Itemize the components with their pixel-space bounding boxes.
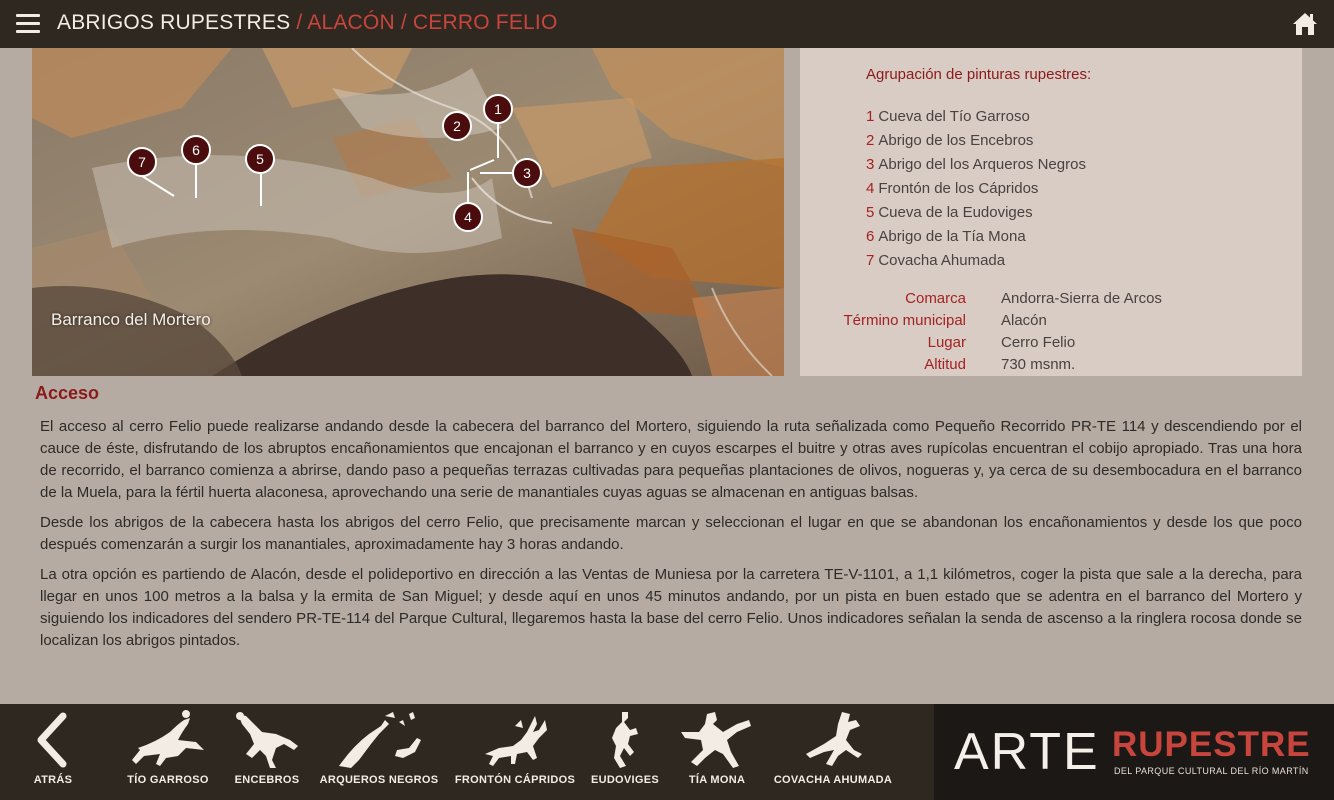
info-panel — [800, 48, 1302, 376]
nav-tio-garroso[interactable] — [118, 704, 218, 800]
brand-rupestre: RUPESTRE — [1112, 725, 1311, 764]
nav-label: ENCEBROS — [234, 774, 300, 786]
nav-covacha-ahumada[interactable] — [772, 704, 894, 800]
brand-subtitle: DEL PARQUE CULTURAL DEL RÍO MARTÍN — [1114, 766, 1309, 776]
site-number: 2 — [866, 132, 875, 149]
nav-label: TÍA MONA — [688, 774, 746, 786]
rock-art-figure-icon — [232, 710, 302, 770]
site-name: Frontón de los Cápridos — [878, 180, 1039, 197]
breadcrumb-separator: / — [290, 11, 308, 34]
site-list-item[interactable] — [866, 201, 1086, 225]
article-paragraph: Desde los abrigos de la cabecera hasta los abrigos del cerro Felio, que precisamente marcan y seleccionan el lugar en que se abandonan los encañonamientos y desde los que poco después comenzarán a surgir los manantiales, aproximadamente hay 3 horas andando. — [40, 514, 1302, 553]
rock-art-figure-icon — [600, 710, 650, 770]
article-paragraph: El acceso al cerro Felio puede realizarse andando desde la cabecera del barranco del Mortero, siguiendo la ruta señalizada como Pequeño Recorrido PR-TE 114 y descendiendo por el cauce de éste, disfrutando de los abruptos encañonamientos que encajonan el barranco y en cuyos escarpes el buitre y otras aves rupícolas encuentran el cobijo apropiado. Tras una hora de recorrido, el barranco comienza a abrirse, dando paso a pequeñas terrazas cultivadas para pequeñas plantaciones de olivos, nogueras y, ya cerca de su desembocadura en el barranco de la Muela, para la fértil huerta alaconesa, aprovechando una serie de manantiales cuyas aguas se almacenan en antiguas balsas. — [40, 418, 1302, 501]
site-list-item[interactable] — [866, 225, 1086, 249]
article-paragraph: La otra opción es partiendo de Alacón, desde el polideportivo en dirección a las Ventas de Muniesa por la carretera TE-V-1101, a 1,1 kilómetros, coger la pista que sale a la derecha, para llegar en unos 100 metros a la balsa y la ermita de San Miguel; y desde aquí en unos 45 minutos andando, por un pista en buen estado que se adentra en el barranco del Mortero y siguiendo los indicadores del sendero PR-TE-114 del Parque Cultural, llegaremos hasta la base del cerro Felio. Unos indicadores señalan la senda de ascenso a la ringlera rocosa donde se localizan los abrigos pintados. — [40, 566, 1302, 649]
breadcrumb — [57, 11, 557, 35]
site-name: Cueva del Tío Garroso — [878, 108, 1030, 125]
site-name: Cueva de la Eudoviges — [878, 204, 1033, 221]
site-list-item[interactable] — [866, 105, 1086, 129]
fact-label: Altitud — [924, 356, 966, 373]
rock-art-figure-icon — [126, 710, 210, 770]
nav-fronton-capridos[interactable] — [452, 704, 578, 800]
brand-logo — [934, 704, 1334, 800]
site-list-item[interactable] — [866, 249, 1086, 273]
map-marker[interactable]: 2 — [442, 111, 472, 141]
breadcrumb-site: CERRO FELIO — [412, 11, 558, 34]
rock-art-figure-icon — [475, 710, 555, 770]
rock-art-figure-icon — [798, 710, 868, 770]
nav-encebros[interactable] — [228, 704, 306, 800]
site-number: 3 — [866, 156, 875, 173]
breadcrumb-separator: / — [394, 11, 413, 34]
nav-tia-mona[interactable] — [672, 704, 762, 800]
nav-label: COVACHA AHUMADA — [773, 774, 893, 786]
nav-label: TÍO GARROSO — [127, 774, 209, 786]
menu-icon[interactable] — [16, 14, 40, 34]
fact-row — [800, 354, 1302, 376]
back-button[interactable] — [20, 704, 86, 800]
fact-value: Cerro Felio — [1001, 334, 1076, 351]
nav-arqueros-negros[interactable] — [316, 704, 442, 800]
nav-label: FRONTÓN CÁPRIDOS — [454, 774, 576, 786]
fact-value: 730 msnm. — [1001, 356, 1076, 373]
breadcrumb-title[interactable]: ABRIGOS RUPESTRES — [57, 11, 291, 34]
fact-row — [800, 332, 1302, 354]
group-title: Agrupación de pinturas rupestres: — [866, 66, 1092, 83]
fact-row — [800, 310, 1302, 332]
photo-caption: Barranco del Mortero — [51, 310, 211, 329]
map-marker[interactable]: 1 — [483, 94, 513, 124]
site-list-item[interactable] — [866, 153, 1086, 177]
fact-row — [800, 288, 1302, 310]
site-list — [866, 105, 1086, 273]
site-number: 5 — [866, 204, 875, 221]
site-name: Abrigo del los Arqueros Negros — [878, 156, 1086, 173]
nav-label: ARQUEROS NEGROS — [319, 774, 439, 786]
section-title: Acceso — [35, 383, 100, 403]
fact-value: Andorra-Sierra de Arcos — [1001, 290, 1162, 307]
site-name: Abrigo de la Tía Mona — [878, 228, 1026, 245]
site-number: 4 — [866, 180, 875, 197]
brand-arte: ARTE — [954, 723, 1100, 781]
site-name: Covacha Ahumada — [878, 252, 1006, 269]
nav-label: EUDOVIGES — [590, 774, 660, 786]
map-marker[interactable]: 5 — [245, 144, 275, 174]
fact-label: Término municipal — [843, 312, 966, 329]
site-list-item[interactable] — [866, 129, 1086, 153]
header-bar — [0, 0, 1334, 48]
rock-art-figure-icon — [329, 710, 429, 770]
nav-eudoviges[interactable] — [588, 704, 662, 800]
article-body — [40, 416, 1302, 660]
map-marker[interactable]: 3 — [512, 158, 542, 188]
nav-label: ATRÁS — [33, 774, 73, 786]
fact-label: Lugar — [927, 334, 966, 351]
facts-table — [800, 288, 1302, 376]
site-number: 6 — [866, 228, 875, 245]
breadcrumb-location[interactable]: ALACÓN — [307, 11, 395, 34]
site-name: Abrigo de los Encebros — [878, 132, 1034, 149]
map-marker[interactable]: 7 — [127, 147, 157, 177]
site-number: 1 — [866, 108, 875, 125]
home-icon[interactable] — [1292, 11, 1318, 37]
chevron-left-icon — [33, 710, 73, 770]
rock-art-figure-icon — [677, 710, 757, 770]
aerial-photo — [32, 48, 784, 376]
fact-value: Alacón — [1001, 312, 1047, 329]
site-number: 7 — [866, 252, 875, 269]
map-marker[interactable]: 4 — [453, 202, 483, 232]
site-list-item[interactable] — [866, 177, 1086, 201]
fact-label: Comarca — [905, 290, 966, 307]
map-marker[interactable]: 6 — [181, 135, 211, 165]
footer-nav — [0, 704, 934, 800]
